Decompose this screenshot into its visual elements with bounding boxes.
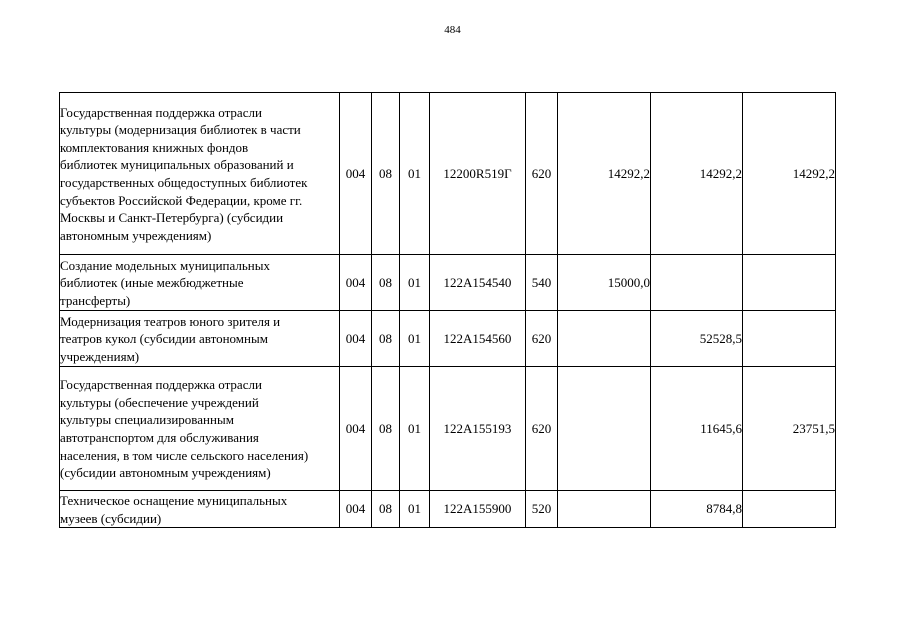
expense-type-code: 620	[526, 93, 558, 255]
subsection-code: 01	[400, 491, 430, 528]
ministry-code: 004	[340, 311, 372, 367]
amount-year-3	[743, 311, 836, 367]
table-row	[60, 491, 836, 528]
amount-year-2	[651, 255, 743, 311]
ministry-code: 004	[340, 491, 372, 528]
subsection-code: 01	[400, 367, 430, 491]
row-name	[60, 491, 340, 528]
ministry-code: 004	[340, 93, 372, 255]
target-code: 122A155900	[430, 491, 526, 528]
budget-table	[59, 92, 836, 528]
amount-year-1	[558, 311, 651, 367]
table-row	[60, 311, 836, 367]
section-code: 08	[372, 93, 400, 255]
expense-type-code: 620	[526, 311, 558, 367]
table-row	[60, 255, 836, 311]
subsection-code: 01	[400, 255, 430, 311]
name-line: государственных общедоступных библиотек	[60, 175, 308, 190]
section-code: 08	[372, 255, 400, 311]
section-code: 08	[372, 491, 400, 528]
name-line: трансферты)	[60, 292, 131, 308]
name-line: библиотек муниципальных образований и	[60, 157, 294, 173]
expense-type-code: 620	[526, 367, 558, 491]
ministry-code: 004	[340, 255, 372, 311]
name-line: театров кукол (субсидии автономным	[60, 331, 268, 347]
amount-year-2: 8784,8	[651, 491, 743, 528]
expense-type-code: 520	[526, 491, 558, 528]
name-line: учреждениям)	[60, 348, 140, 364]
amount-year-1: 15000,0	[558, 255, 651, 311]
name-line: субъектов Российской Федерации, кроме гг.	[60, 192, 303, 208]
target-code: 122A154540	[430, 255, 526, 311]
amount-year-2: 14292,2	[651, 93, 743, 255]
name-line: библиотек (иные межбюджетные	[60, 275, 244, 291]
amount-year-2: 52528,5	[651, 311, 743, 367]
name-line: Создание модельных муниципальных	[60, 257, 270, 273]
name-line: культуры специализированным	[60, 412, 234, 428]
amount-year-1	[558, 367, 651, 491]
target-code: 122A154560	[430, 311, 526, 367]
name-line: Москвы и Санкт-Петербурга) (субсидии	[60, 210, 284, 226]
name-line: Государственная поддержка отрасли	[60, 104, 262, 120]
amount-year-3	[743, 255, 836, 311]
amount-year-1	[558, 491, 651, 528]
name-line: населения, в том числе сельского населения)	[60, 447, 309, 463]
name-line: (субсидии автономным учреждениям)	[60, 465, 271, 481]
amount-year-3: 23751,5	[743, 367, 836, 491]
target-code: 122A155193	[430, 367, 526, 491]
expense-type-code: 540	[526, 255, 558, 311]
target-code: 12200R519Г	[430, 93, 526, 255]
row-name	[60, 93, 340, 255]
name-line: автономным учреждениям)	[60, 227, 212, 243]
name-line: комплектования книжных фондов	[60, 139, 249, 155]
table-row	[60, 93, 836, 255]
name-line: музеев (субсидии)	[60, 510, 162, 526]
amount-year-3: 14292,2	[743, 93, 836, 255]
name-line: Государственная поддержка отрасли	[60, 377, 262, 393]
name-line: Модернизация театров юного зрителя и	[60, 313, 281, 329]
table-row	[60, 367, 836, 491]
row-name	[60, 311, 340, 367]
name-line: Техническое оснащение муниципальных	[60, 493, 288, 508]
name-line: автотранспортом для обслуживания	[60, 430, 259, 445]
section-code: 08	[372, 367, 400, 491]
name-line: культуры (обеспечение учреждений	[60, 394, 259, 410]
row-name	[60, 255, 340, 311]
subsection-code: 01	[400, 311, 430, 367]
name-line: культуры (модернизация библиотек в части	[60, 122, 301, 138]
page-number: 484	[444, 24, 461, 36]
amount-year-3	[743, 491, 836, 528]
subsection-code: 01	[400, 93, 430, 255]
section-code: 08	[372, 311, 400, 367]
amount-year-2: 11645,6	[651, 367, 743, 491]
ministry-code: 004	[340, 367, 372, 491]
amount-year-1: 14292,2	[558, 93, 651, 255]
row-name	[60, 367, 340, 491]
